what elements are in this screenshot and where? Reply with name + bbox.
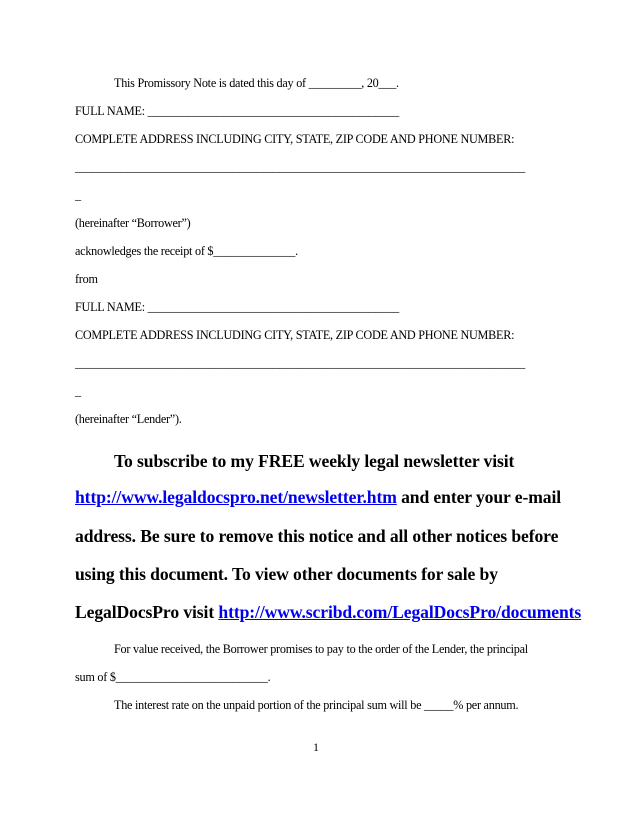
lender-definition: (hereinafter “Lender”). (75, 412, 182, 426)
notice-line-3: address. Be sure to remove this notice and all other notices before (75, 526, 559, 546)
from-label: from (75, 272, 98, 286)
notice-line-2-tail: and enter your e-mail (396, 487, 562, 507)
newsletter-link[interactable]: http://www.legaldocspro.net/newsletter.htm (75, 487, 397, 507)
lender-address-label: COMPLETE ADDRESS INCLUDING CITY, STATE, ZIP CODE AND PHONE NUMBER: (75, 328, 515, 342)
dated-line: This Promissory Note is dated this day of _________, 20___. (114, 76, 399, 90)
lender-name-field: FULL NAME: ___________________________________________ (75, 300, 399, 314)
interest-rate-line: The interest rate on the unpaid portion of the principal sum will be _____% per annum. (114, 698, 519, 712)
borrower-address-label: COMPLETE ADDRESS INCLUDING CITY, STATE, ZIP CODE AND PHONE NUMBER: (75, 132, 515, 146)
notice-line-5-head: LegalDocsPro visit (75, 602, 219, 622)
notice-line-2 (75, 486, 561, 508)
value-received-line-2: sum of $__________________________. (75, 670, 271, 684)
notice-line-4: using this document. To view other documents for sale by (75, 564, 498, 584)
lender-address-blank-tail: _ (75, 384, 81, 398)
receipt-amount-line: acknowledges the receipt of $______________. (75, 244, 298, 258)
documents-link[interactable]: http://www.scribd.com/LegalDocsPro/documents (218, 602, 582, 622)
notice-line-1: To subscribe to my FREE weekly legal newsletter visit (114, 451, 515, 471)
borrower-name-field: FULL NAME: ___________________________________________ (75, 104, 399, 118)
borrower-definition: (hereinafter “Borrower”) (75, 216, 191, 230)
lender-address-blank: _____________________________________________________________________________ (75, 356, 525, 370)
borrower-address-blank-tail: _ (75, 188, 81, 202)
page-number: 1 (313, 740, 319, 754)
notice-line-5 (75, 601, 581, 623)
value-received-line-1: For value received, the Borrower promises to pay to the order of the Lender, the principal (114, 642, 528, 656)
borrower-address-blank: _____________________________________________________________________________ (75, 160, 525, 174)
